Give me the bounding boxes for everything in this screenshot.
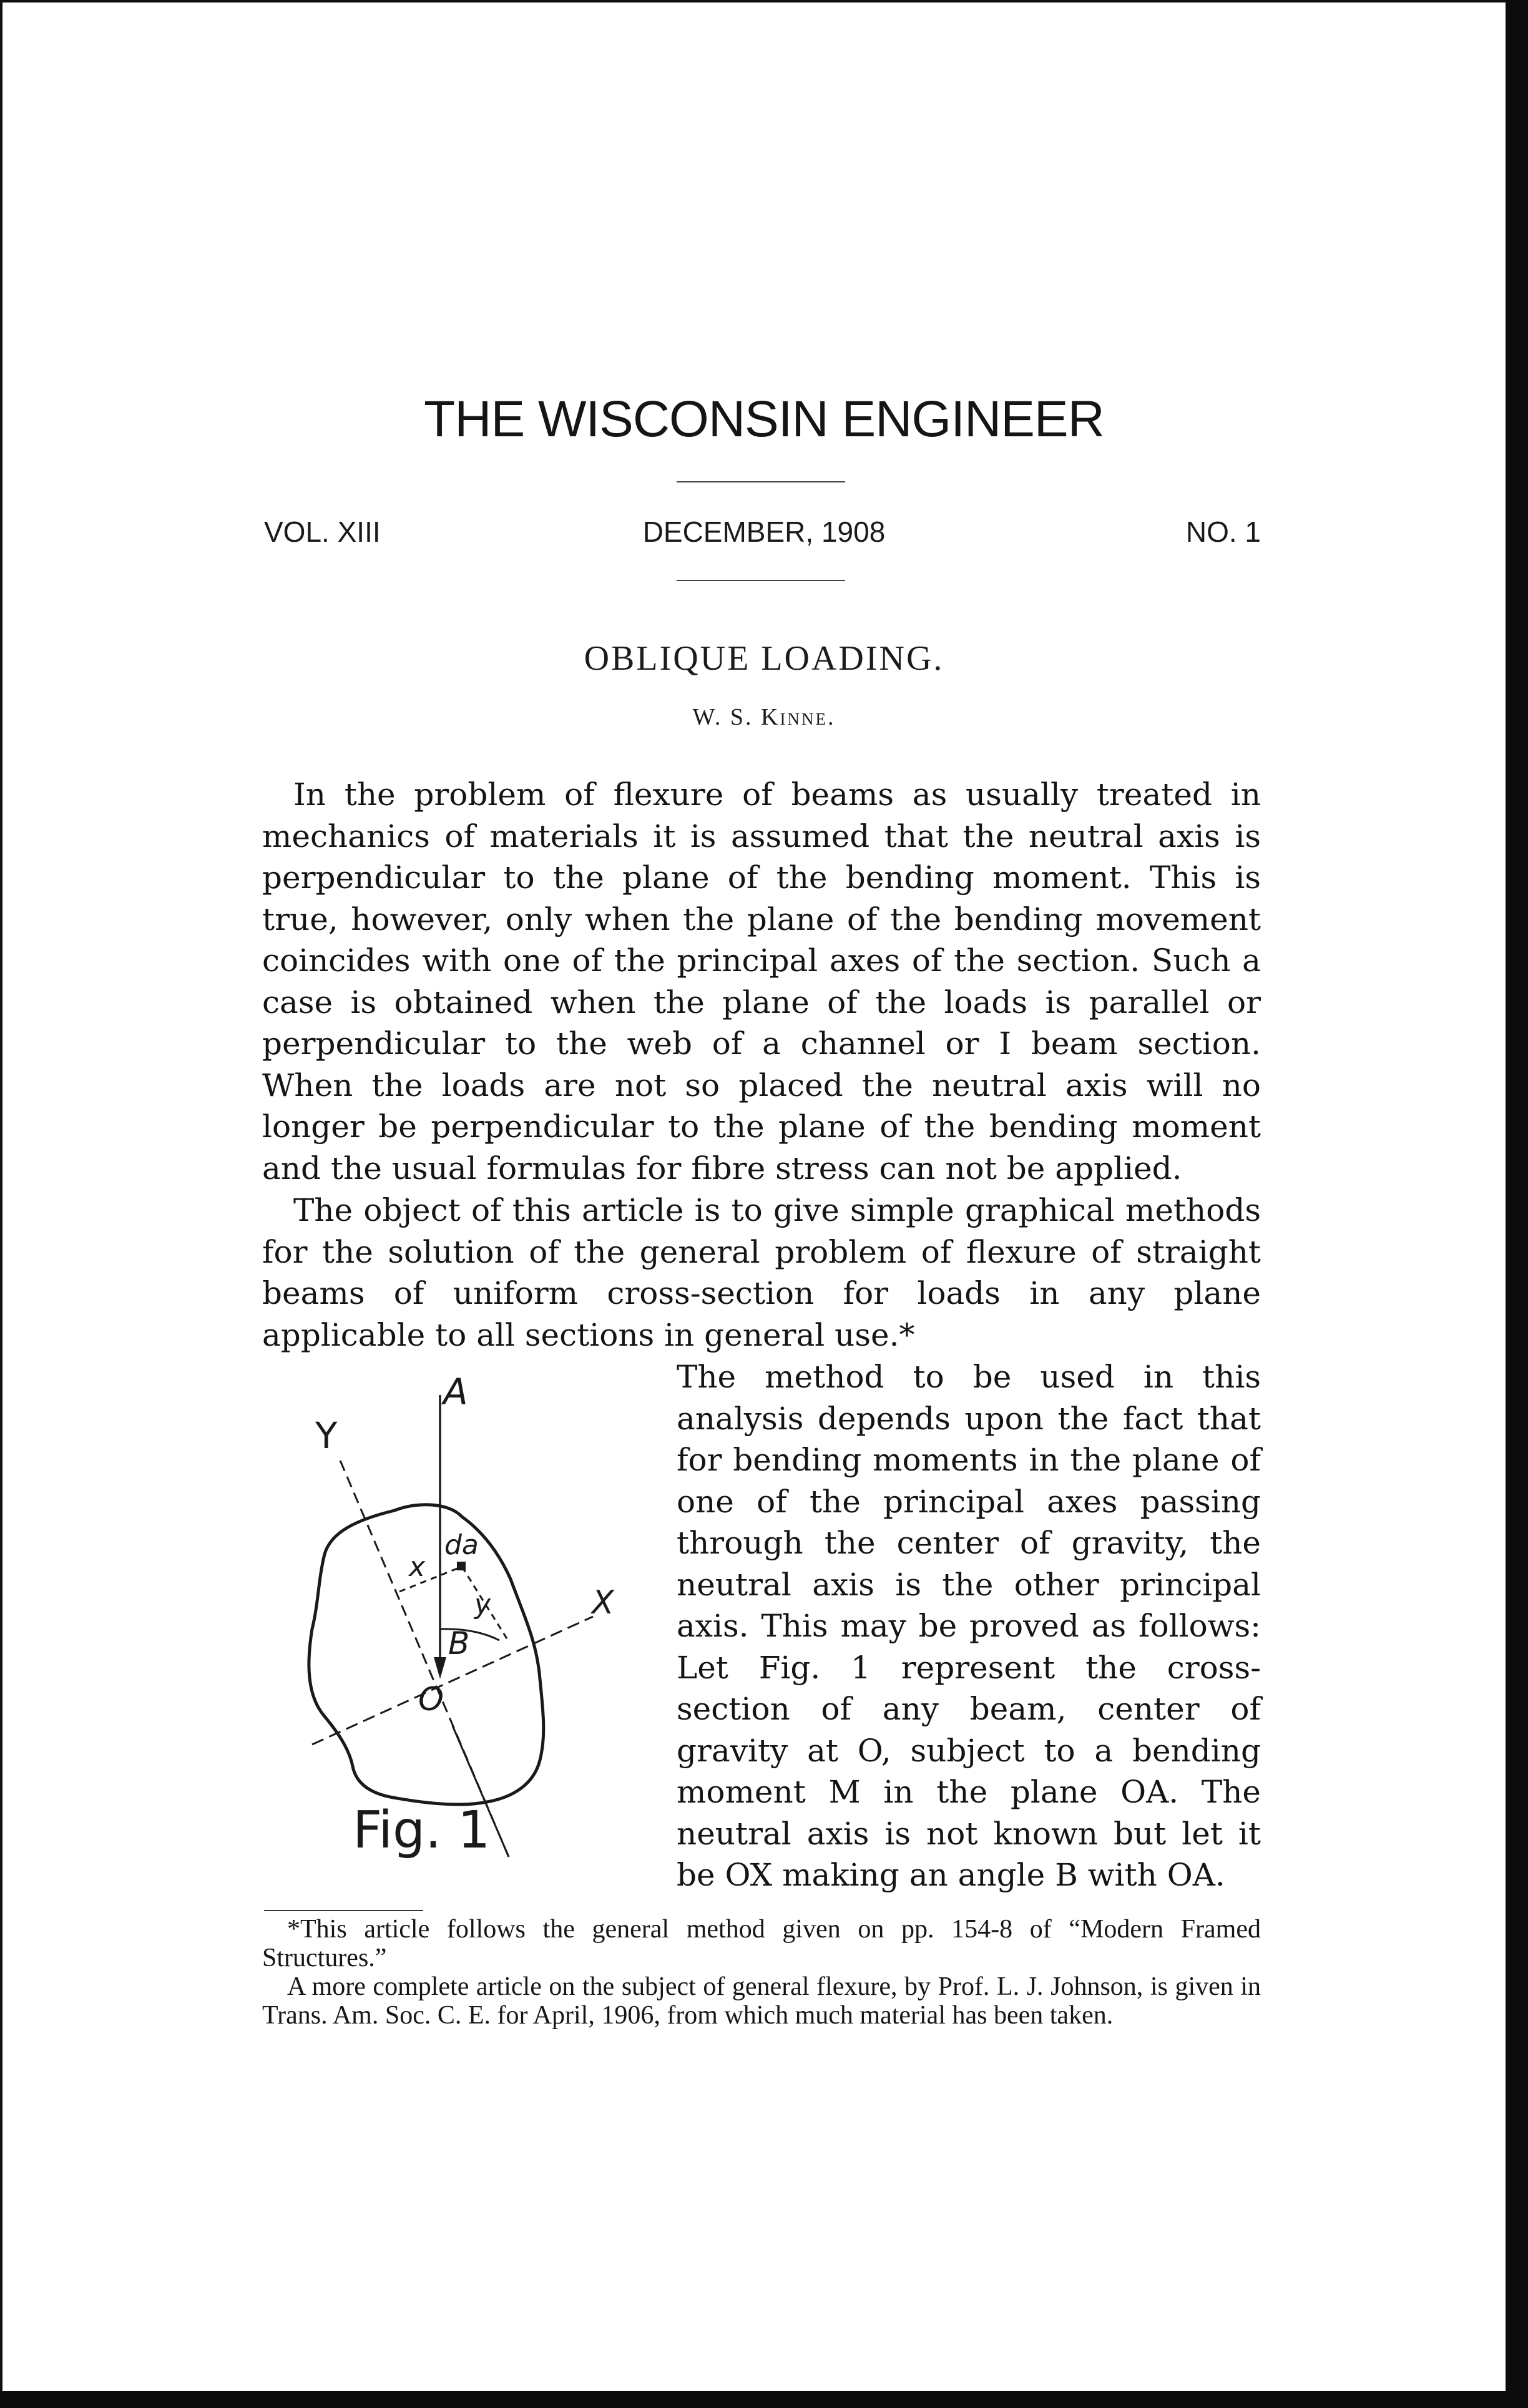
masthead-rule-top <box>677 481 845 482</box>
label-y-dist: y <box>474 1588 491 1620</box>
label-da: da <box>444 1529 479 1561</box>
journal-title: THE WISCONSIN ENGINEER <box>424 391 1104 448</box>
label-o: O <box>418 1681 444 1718</box>
area-element <box>457 1562 466 1570</box>
label-a: A <box>443 1371 468 1413</box>
scan-border-bottom <box>0 2391 1528 2408</box>
label-x-dist: x <box>409 1551 426 1583</box>
footnote-1: *This article follows the general method given on pp. 154-8 of “Modern Framed Structures.” <box>262 1915 1261 1972</box>
issue-number: NO. 1 <box>1185 516 1261 548</box>
scan-border-right <box>1506 0 1528 2408</box>
paragraph-object: The object of this article is to give simple graphical methods for the solution of the general problem of flexure of straight beams of uniform cross-section for loads in any plane applicable to all sections in general use.* <box>262 1192 1261 1353</box>
label-x-axis: X <box>592 1584 614 1622</box>
paragraph-intro: In the problem of flexure of beams as usually treated in mechanics of materials it is assumed that the neutral axis is perpendicular to the plane of the bending moment. This is true, however, only when the plane of the bending movement coincides with one of the principal axes of the section. Such a case is obtained when the plane of the loads is parallel or perpendicular to the web of a channel or I beam section. When the loads are not so placed the neutral axis will no longer be perpendicular to the plane of the bending moment and the usual formulas for fibre stress can not be applied. <box>262 776 1261 1187</box>
scan-border-left <box>0 0 2 2408</box>
footnotes <box>262 1915 1261 2030</box>
article-title: OBLIQUE LOADING. <box>584 639 944 678</box>
masthead-rule-bottom <box>677 580 845 581</box>
footnote-rule <box>264 1910 423 1911</box>
scan-border-top <box>0 0 1528 2</box>
arrow-head-down <box>434 1657 446 1679</box>
issue-date: DECEMBER, 1908 <box>642 516 886 548</box>
label-b: B <box>448 1625 470 1662</box>
label-y-axis: Y <box>315 1414 338 1457</box>
paragraph-method: The method to be used in this analysis depends upon the fact that for bending moments in the plane of one of the principal axes passing through the center of gravity, the neutral axis is the other principal axis. This may be proved as follows: Let Fig. 1 represent the cross-section of any beam, center of gravity at O, subject to a bending moment M in the plane OA. The neutral axis is not known but let it be OX making an angle B with OA. <box>677 1359 1261 1893</box>
footnote-2: A more complete article on the subject of general flexure, by Prof. L. J. Johnson, is given in Trans. Am. Soc. C. E. for April, 1906, from which much material has been taken. <box>262 1972 1261 2030</box>
article-author: W. S. Kinne. <box>692 704 836 730</box>
volume-label: VOL. XIII <box>264 516 381 548</box>
figure-caption: Fig. 1 <box>353 1801 491 1860</box>
figure-1-diagram <box>293 1367 643 1885</box>
